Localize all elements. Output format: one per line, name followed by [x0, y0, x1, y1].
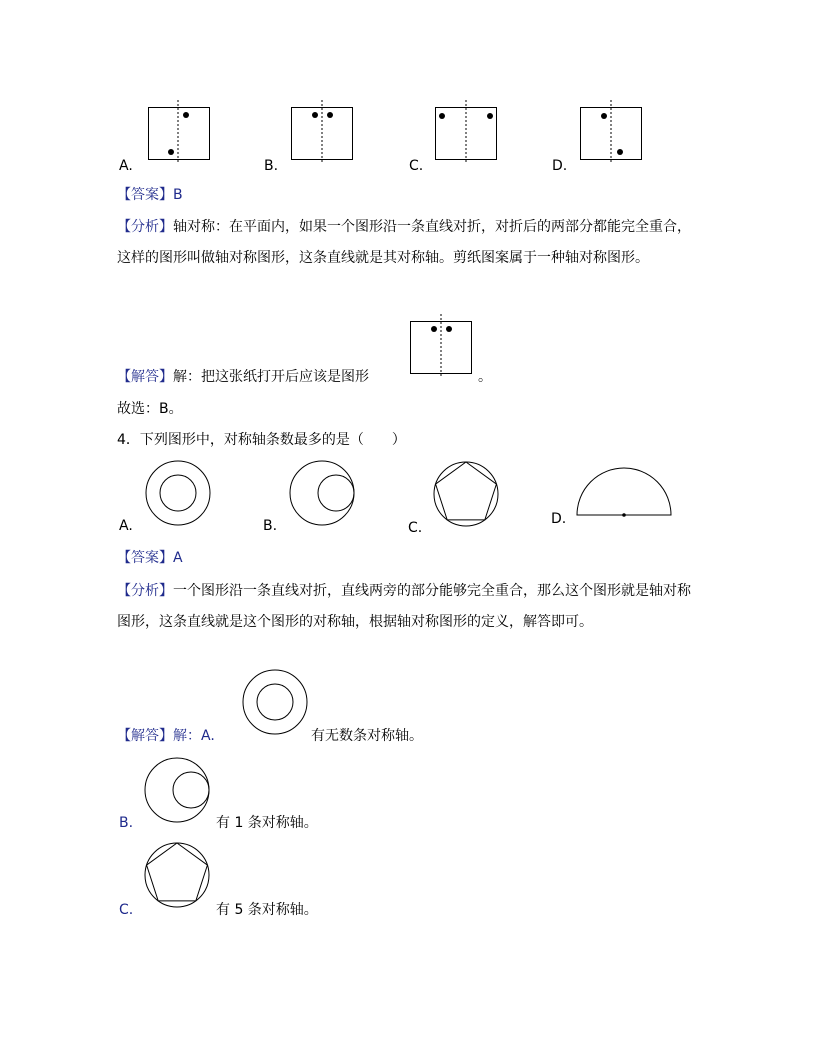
q3-option-d-label: D. — [552, 158, 568, 174]
q3-analysis: 【分析】轴对称：在平面内，如果一个图形沿一条直线对折，对折后的两部分都能完全重合，这样的图形叫做轴对称图形，这条直线就是其对称轴。剪纸图案属于一种轴对称图形。 — [117, 219, 691, 266]
q4-solution-a-figure — [242, 669, 308, 735]
q4-analysis: 【分析】一个图形沿一条直线对折，直线两旁的部分能够完全重合，那么这个图形就是轴对称图形，这条直线就是这个图形的对称轴，根据轴对称图形的定义，解答即可。 — [117, 583, 691, 630]
q4-solution: 【解答】解：A. — [117, 728, 215, 744]
q4-option-a-figure — [145, 460, 211, 526]
q4-solution-c-text: 有 5 条对称轴。 — [216, 902, 318, 918]
q3-option-a-figure — [148, 100, 212, 162]
q4-option-d-label: D. — [551, 511, 567, 527]
q3-choice: 故选：B。 — [117, 401, 183, 417]
q4-answer: 【答案】A — [117, 550, 183, 566]
q4-solution-b-text: 有 1 条对称轴。 — [216, 815, 318, 831]
q4-option-b-label: B. — [263, 518, 278, 534]
q3-option-c-label: C. — [409, 158, 424, 174]
q3-option-b-figure — [291, 100, 355, 162]
q3-option-a-label: A. — [119, 158, 133, 174]
q3-solution: 【解答】解：把这张纸打开后应该是图形 — [117, 369, 369, 385]
q3-option-c-figure — [435, 100, 499, 162]
q3-option-b-label: B. — [264, 158, 279, 174]
q3-solution-figure — [410, 314, 474, 376]
q4-solution-c-figure — [144, 842, 210, 908]
q4-option-d-figure — [576, 467, 672, 519]
q4-solution-b-figure — [144, 757, 210, 823]
q3-solution-end: 。 — [478, 369, 492, 385]
q3-option-d-figure — [580, 100, 644, 162]
q4-solution-b-label: B. — [119, 815, 134, 831]
q4-option-c-figure — [433, 461, 499, 527]
q4-solution-a-text: 有无数条对称轴。 — [311, 728, 423, 744]
q3-answer: 【答案】B — [117, 187, 183, 203]
q4-question: 4．下列图形中，对称轴条数最多的是（ ） — [117, 432, 406, 448]
q4-solution-c-label: C. — [119, 902, 134, 918]
q4-option-b-figure — [289, 460, 355, 526]
q4-option-c-label: C. — [408, 520, 423, 536]
q4-option-a-label: A. — [119, 518, 133, 534]
